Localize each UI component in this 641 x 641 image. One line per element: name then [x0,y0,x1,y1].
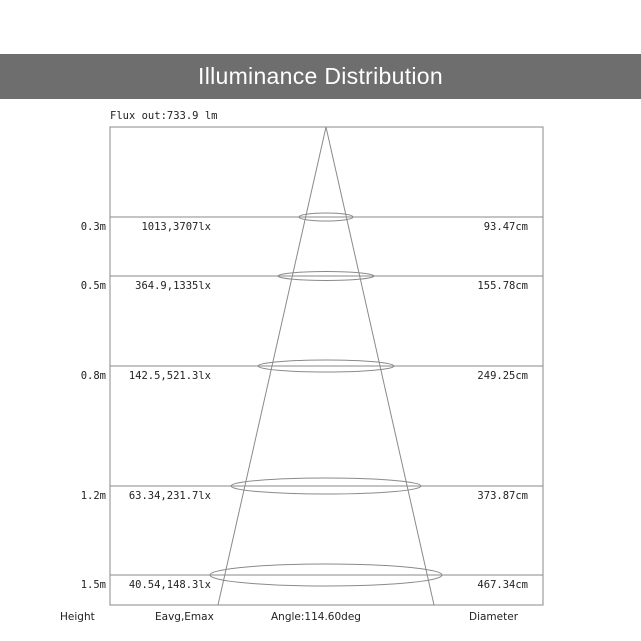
row-height: 1.2m [80,490,106,502]
page-title: Illuminance Distribution [198,63,443,89]
row-eavg-emax: 1013,3707lx [141,221,211,233]
row-eavg-emax: 364.9,1335lx [135,280,211,292]
row-diameter: 155.78cm [477,280,528,292]
row-diameter: 249.25cm [477,370,528,382]
row-diameter: 93.47cm [483,221,528,233]
height-lines [110,217,543,575]
footer-eavg-label: Eavg,Emax [155,611,214,623]
row-eavg-emax: 40.54,148.3lx [128,579,211,591]
row-height: 0.3m [80,221,106,233]
beam-ellipses [210,213,442,586]
row-diameter: 373.87cm [477,490,528,502]
footer-angle-label: Angle:114.60deg [271,611,361,623]
row-height: 1.5m [80,579,106,591]
footer-height-label: Height [60,611,95,623]
row-diameter: 467.34cm [477,579,528,591]
row-height: 0.8m [80,370,106,382]
row-eavg-emax: 142.5,521.3lx [128,370,211,382]
footer-diameter-label: Diameter [469,611,519,623]
row-eavg-emax: 63.34,231.7lx [128,490,211,502]
flux-label: Flux out:733.9 lm [110,110,218,122]
row-height: 0.5m [80,280,106,292]
